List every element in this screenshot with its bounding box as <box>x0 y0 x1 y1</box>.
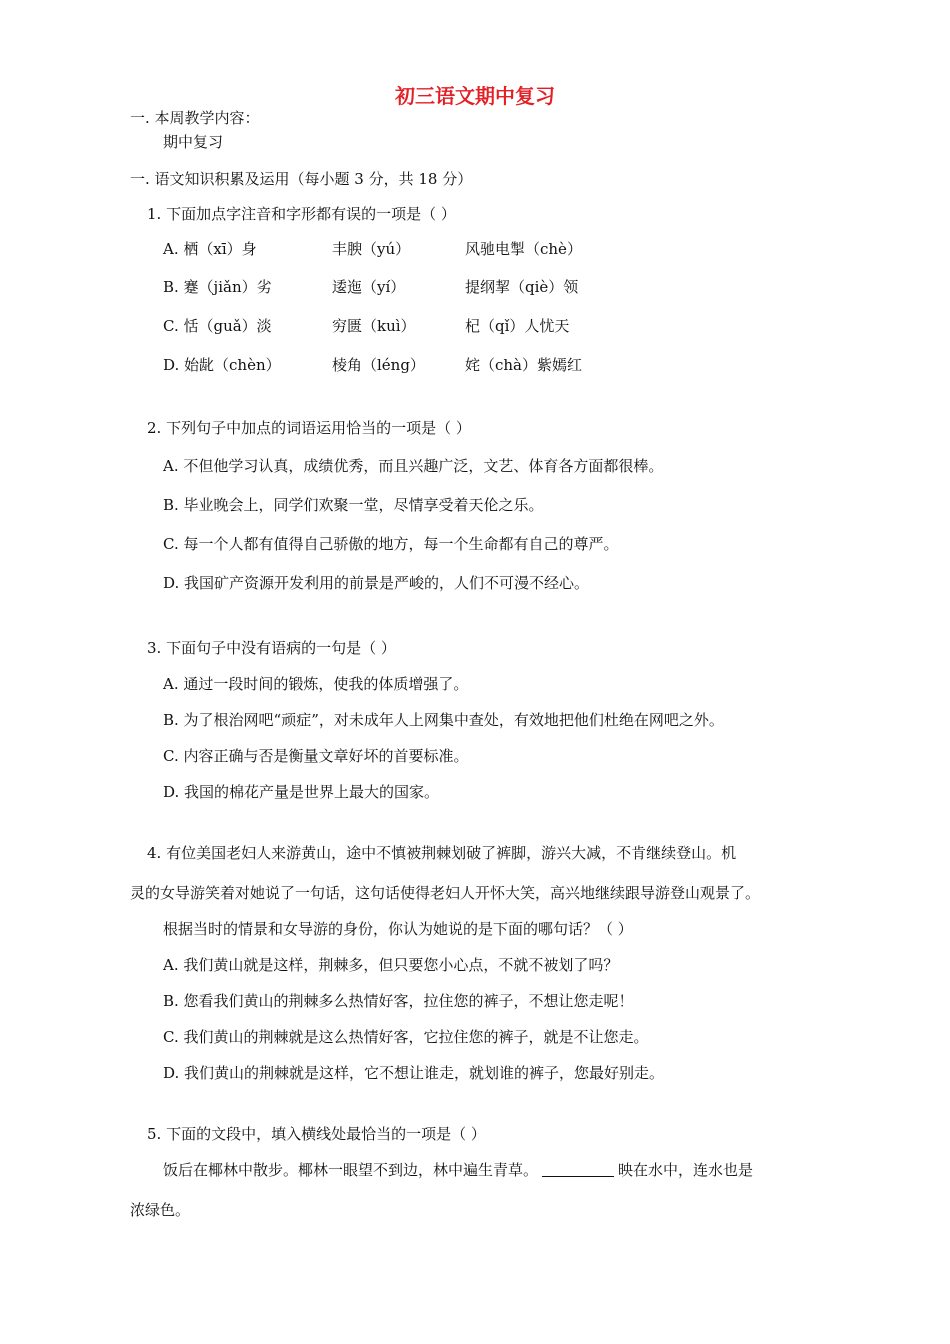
document-title: 初三语文期中复习 <box>395 84 555 108</box>
q3-option-d: D. 我国的棉花产量是世界上最大的国家。 <box>163 783 440 801</box>
q1-c-3: 杞（qǐ）人忧天 <box>465 317 570 335</box>
q4-option-a: A. 我们黄山就是这样，荆棘多，但只要您小心点，不就不被划了吗？ <box>163 956 619 974</box>
q5-stem: 5. 下面的文段中，填入横线处最恰当的一项是（ ） <box>147 1125 486 1143</box>
q1-b-2: 逶迤（yí） <box>332 278 406 296</box>
q5-paragraph-line2: 浓绿色。 <box>130 1201 191 1219</box>
q5-text-before: 饭后在椰林中散步。椰林一眼望不到边，林中遍生青草。 <box>163 1161 539 1179</box>
q4-stem-line2: 灵的女导游笑着对她说了一句话，这句话使得老妇人开怀大笑，高兴地继续跟导游登山观景了。 <box>130 884 761 902</box>
q4-option-d: D. 我们黄山的荆棘就是这样，它不想让谁走，就划谁的裤子，您最好别走。 <box>163 1064 665 1082</box>
q3-option-a: A. 通过一段时间的锻炼，使我的体质增强了。 <box>163 675 469 693</box>
q5-fill-blank <box>542 1160 614 1177</box>
q4-stem-line3: 根据当时的情景和女导游的身份，你认为她说的是下面的哪句话？（ ） <box>163 920 633 938</box>
q4-option-b: B. 您看我们黄山的荆棘多么热情好客，拉住您的裤子，不想让您走呢！ <box>163 992 634 1010</box>
q2-option-b: B. 毕业晚会上，同学们欢聚一堂，尽情享受着天伦之乐。 <box>163 496 544 514</box>
intro-content: 期中复习 <box>163 133 224 151</box>
q1-c-1: C. 恬（guǎ）淡 <box>163 317 272 335</box>
q2-option-d: D. 我国矿产资源开发利用的前景是严峻的，人们不可漫不经心。 <box>163 574 590 592</box>
q4-option-c: C. 我们黄山的荆棘就是这么热情好客，它拉住您的裤子，就是不让您走。 <box>163 1028 649 1046</box>
q1-a-2: 丰腴（yú） <box>332 240 411 258</box>
q2-stem: 2. 下列句子中加点的词语运用恰当的一项是（ ） <box>147 419 471 437</box>
q1-d-2: 棱角（léng） <box>332 356 425 374</box>
q1-b-3: 提纲挈（qiè）领 <box>465 278 579 296</box>
q1-stem: 1. 下面加点字注音和字形都有误的一项是（ ） <box>147 205 456 223</box>
q2-option-a: A. 不但他学习认真，成绩优秀，而且兴趣广泛，文艺、体育各方面都很棒。 <box>163 457 664 475</box>
q1-b-1: B. 蹇（jiǎn）劣 <box>163 278 272 296</box>
intro-heading: 一. 本周教学内容： <box>130 109 260 127</box>
q1-d-3: 姹（chà）紫嫣红 <box>465 356 583 374</box>
q3-stem: 3. 下面句子中没有语病的一句是（ ） <box>147 639 396 657</box>
q4-stem-line1: 4. 有位美国老妇人来游黄山，途中不慎被荆棘划破了裤脚，游兴大减，不肯继续登山。机 <box>147 844 737 862</box>
q1-c-2: 穷匮（kuì） <box>332 317 416 335</box>
q3-option-b: B. 为了根治网吧“顽症”，对未成年人上网集中查处，有效地把他们杜绝在网吧之外。 <box>163 711 724 729</box>
q3-option-c: C. 内容正确与否是衡量文章好坏的首要标准。 <box>163 747 469 765</box>
q5-paragraph-line1 <box>163 1159 753 1181</box>
q2-option-c: C. 每一个人都有值得自己骄傲的地方，每一个生命都有自己的尊严。 <box>163 535 619 553</box>
q1-d-1: D. 始龀（chèn） <box>163 356 281 374</box>
q1-a-3: 风驰电掣（chè） <box>465 240 582 258</box>
q1-a-1: A. 栖（xī）身 <box>163 240 257 258</box>
q5-text-after: 映在水中，连水也是 <box>618 1161 754 1179</box>
section-heading: 一. 语文知识积累及运用（每小题 3 分，共 18 分） <box>130 170 473 188</box>
